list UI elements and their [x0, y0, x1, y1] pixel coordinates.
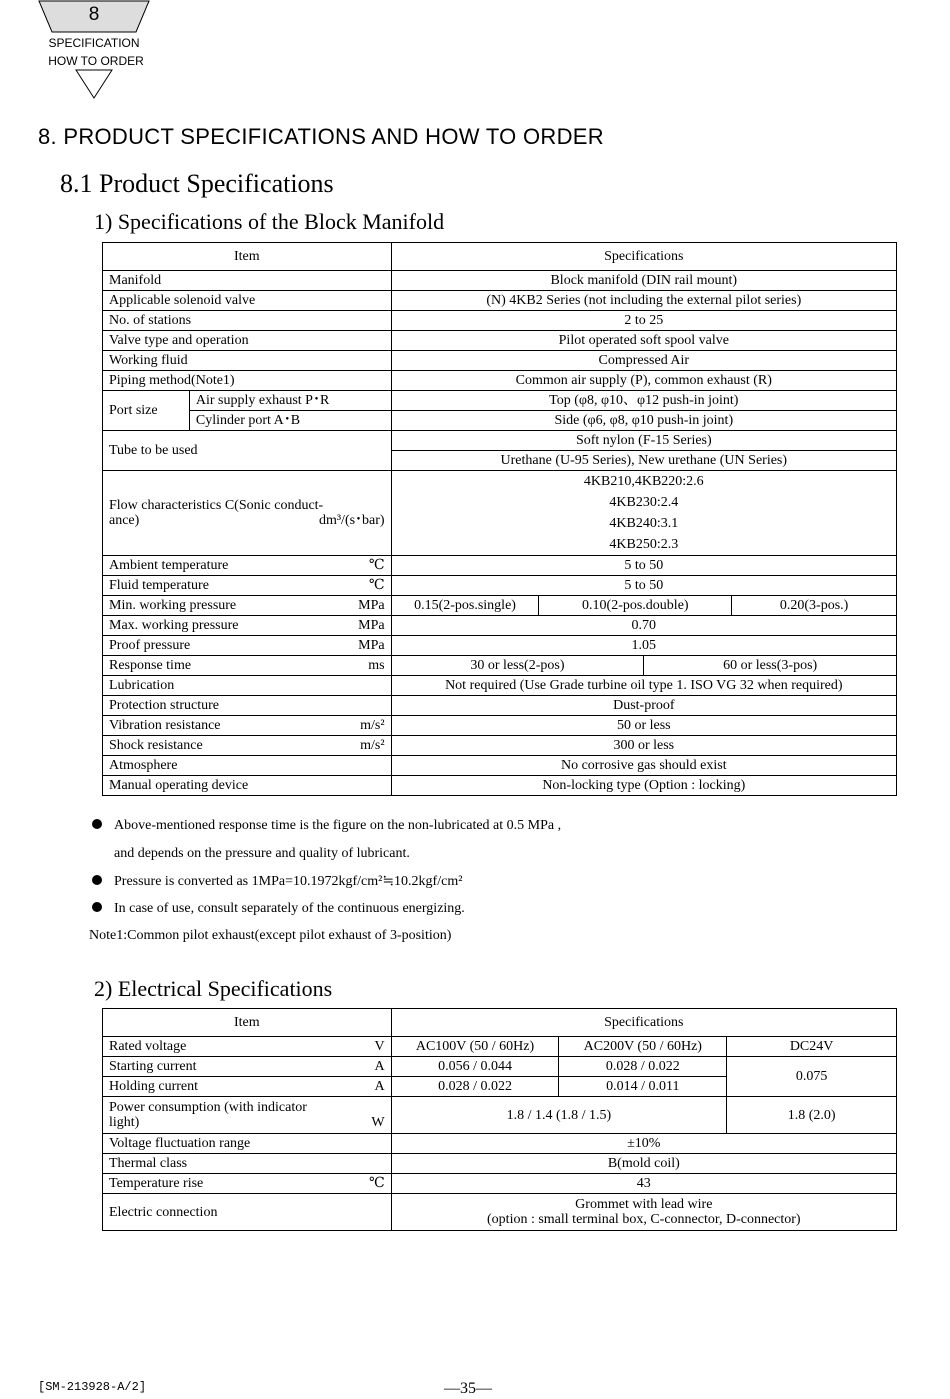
row-label-flow — [103, 471, 392, 556]
note-1 — [92, 818, 561, 834]
label-text: Fluid temperature — [109, 578, 209, 593]
table-row — [103, 716, 897, 736]
table-row — [103, 1097, 897, 1134]
unit: m/s² — [360, 718, 385, 733]
table-row — [103, 1037, 897, 1057]
label-text: Vibration resistance — [109, 718, 221, 733]
row-value: 0.056 / 0.044 — [391, 1057, 559, 1077]
row-value: Soft nylon (F-15 Series) — [391, 431, 896, 451]
row-value: 0.10(2-pos.double) — [539, 596, 732, 616]
row-value: 60 or less(3-pos) — [644, 656, 897, 676]
bullet-icon — [92, 875, 102, 885]
row-label — [103, 1037, 392, 1057]
row-value: 50 or less — [391, 716, 896, 736]
row-label — [103, 1077, 392, 1097]
row-value: No corrosive gas should exist — [391, 756, 896, 776]
table-row — [103, 1057, 897, 1077]
row-sublabel: Air supply exhaust P･R — [189, 391, 391, 411]
row-label — [103, 616, 392, 636]
row-value: 0.028 / 0.022 — [391, 1077, 559, 1097]
table-row — [103, 736, 897, 756]
unit: MPa — [358, 638, 385, 653]
row-value: Pilot operated soft spool valve — [391, 331, 896, 351]
flow-unit: dm³/(s･bar) — [318, 513, 385, 528]
flow-label-1: Flow characteristics C(Sonic conduct- — [109, 498, 324, 513]
table-row — [103, 1194, 897, 1231]
row-value: 5 to 50 — [391, 556, 896, 576]
note-footnote: Note1:Common pilot exhaust(except pilot exhaust of 3-position) — [89, 928, 452, 943]
row-value: 1.05 — [391, 636, 896, 656]
row-value: 0.20(3-pos.) — [732, 596, 897, 616]
row-label: Lubrication — [103, 676, 392, 696]
table-row — [103, 756, 897, 776]
row-value: Block manifold (DIN rail mount) — [391, 271, 896, 291]
row-value: Compressed Air — [391, 351, 896, 371]
row-value: 43 — [391, 1174, 896, 1194]
label-text: Power consumption (with indicator — [109, 1100, 307, 1115]
row-value: 0.15(2-pos.single) — [391, 596, 539, 616]
label-text: Starting current — [109, 1059, 197, 1074]
note-text: and depends on the pressure and quality of lubricant. — [114, 846, 410, 861]
table-row — [103, 411, 897, 431]
note-text: Pressure is converted as 1MPa=10.1972kgf/cm²≒10.2kgf/cm² — [114, 874, 463, 889]
electrical-spec-table — [102, 1008, 897, 1231]
label-text: Temperature rise — [109, 1176, 204, 1191]
connection-text: (option : small terminal box, C-connector, D-connector) — [487, 1212, 801, 1227]
unit: W — [371, 1115, 385, 1130]
col-header-spec: Specifications — [391, 243, 896, 271]
row-label: Port size — [103, 391, 190, 431]
row-value: Dust-proof — [391, 696, 896, 716]
chapter-tab-label-1: SPECIFICATION — [48, 36, 140, 50]
label-text: Proof pressure — [109, 638, 191, 653]
label-text: Ambient temperature — [109, 558, 229, 573]
page-number: —35— — [444, 1380, 492, 1397]
note-text: In case of use, consult separately of the continuous energizing. — [114, 901, 465, 916]
row-value: 5 to 50 — [391, 576, 896, 596]
chapter-number: 8 — [88, 4, 100, 25]
row-label — [103, 556, 392, 576]
row-value-flow — [391, 471, 896, 556]
unit: V — [374, 1039, 385, 1054]
row-value: AC100V (50 / 60Hz) — [391, 1037, 559, 1057]
row-value: Top (φ8, φ10、φ12 push-in joint) — [391, 391, 896, 411]
row-value: 1.8 / 1.4 (1.8 / 1.5) — [391, 1097, 727, 1134]
flow-value: 4KB250:2.3 — [609, 537, 679, 552]
table-row — [103, 556, 897, 576]
row-value: Non-locking type (Option : locking) — [391, 776, 896, 796]
label-text: Min. working pressure — [109, 598, 237, 613]
unit: A — [374, 1059, 385, 1074]
row-value: B(mold coil) — [391, 1154, 896, 1174]
section-title: 8.1 Product Specifications — [60, 169, 334, 198]
flow-label-2: ance) — [109, 513, 140, 528]
note-text: Above-mentioned response time is the figure on the non-lubricated at 0.5 MPa , — [114, 818, 562, 833]
row-label — [103, 596, 392, 616]
label-text: Max. working pressure — [109, 618, 239, 633]
row-value: 0.075 — [727, 1057, 897, 1097]
table-row — [103, 576, 897, 596]
table-row — [103, 271, 897, 291]
row-label: No. of stations — [103, 311, 392, 331]
table-row — [103, 351, 897, 371]
row-value — [391, 1194, 896, 1231]
table-row — [103, 471, 897, 556]
note-3 — [92, 901, 465, 917]
unit: ℃ — [368, 558, 385, 573]
table-row — [103, 596, 897, 616]
row-label — [103, 1097, 392, 1134]
row-label: Manual operating device — [103, 776, 392, 796]
document-id: [SM-213928-A/2] — [38, 1380, 147, 1394]
bullet-icon — [92, 819, 102, 829]
row-label — [103, 656, 392, 676]
row-value: 0.70 — [391, 616, 896, 636]
row-label — [103, 1057, 392, 1077]
note-1-cont — [92, 846, 410, 862]
label-text: Rated voltage — [109, 1039, 187, 1054]
flow-value: 4KB230:2.4 — [609, 495, 679, 510]
unit: MPa — [358, 598, 385, 613]
col-header-spec: Specifications — [391, 1009, 896, 1037]
label-text: Holding current — [109, 1079, 199, 1094]
unit: m/s² — [360, 738, 385, 753]
table-header-row — [103, 243, 897, 271]
row-label — [103, 576, 392, 596]
chapter-title: 8. PRODUCT SPECIFICATIONS AND HOW TO ORDER — [38, 124, 604, 149]
table-row — [103, 391, 897, 411]
table-row — [103, 1134, 897, 1154]
unit: ℃ — [368, 578, 385, 593]
row-value: AC200V (50 / 60Hz) — [559, 1037, 727, 1057]
flow-value: 4KB240:3.1 — [609, 516, 679, 531]
table-row — [103, 331, 897, 351]
row-value: 0.028 / 0.022 — [559, 1057, 727, 1077]
row-label — [103, 636, 392, 656]
bullet-icon — [92, 902, 102, 912]
row-value: 1.8 (2.0) — [727, 1097, 897, 1134]
row-value: 0.014 / 0.011 — [559, 1077, 727, 1097]
note-2 — [92, 873, 462, 890]
unit: ms — [368, 658, 385, 673]
manifold-spec-table — [102, 242, 897, 796]
row-label: Voltage fluctuation range — [103, 1134, 392, 1154]
row-value: Not required (Use Grade turbine oil type 1. ISO VG 32 when required) — [391, 676, 896, 696]
unit: A — [374, 1079, 385, 1094]
row-value: DC24V — [727, 1037, 897, 1057]
row-value: 300 or less — [391, 736, 896, 756]
subsection-title-manifold: 1) Specifications of the Block Manifold — [94, 209, 445, 234]
row-label: Applicable solenoid valve — [103, 291, 392, 311]
table-row — [103, 311, 897, 331]
chapter-tab — [38, 0, 150, 100]
table-row — [103, 1174, 897, 1194]
table-row — [103, 776, 897, 796]
row-label: Valve type and operation — [103, 331, 392, 351]
row-value: Side (φ6, φ8, φ10 push-in joint) — [391, 411, 896, 431]
chapter-tab-label-2: HOW TO ORDER — [48, 54, 144, 68]
table-row — [103, 1154, 897, 1174]
table-row — [103, 696, 897, 716]
row-value: 30 or less(2-pos) — [391, 656, 644, 676]
label-text: Shock resistance — [109, 738, 203, 753]
unit: MPa — [358, 618, 385, 633]
row-label — [103, 1174, 392, 1194]
row-label: Tube to be used — [103, 431, 392, 471]
table-row — [103, 371, 897, 391]
label-text: light) — [109, 1115, 140, 1130]
row-value: (N) 4KB2 Series (not including the external pilot series) — [391, 291, 896, 311]
table-row — [103, 431, 897, 451]
row-label: Piping method(Note1) — [103, 371, 392, 391]
connection-text: Grommet with lead wire — [575, 1197, 713, 1212]
row-label: Working fluid — [103, 351, 392, 371]
subsection-title-electrical: 2) Electrical Specifications — [94, 976, 333, 1001]
table-row — [103, 676, 897, 696]
row-label: Manifold — [103, 271, 392, 291]
table-row — [103, 291, 897, 311]
table-row — [103, 616, 897, 636]
label-text: Response time — [109, 658, 192, 673]
col-header-item: Item — [103, 243, 392, 271]
row-value: Urethane (U-95 Series), New urethane (UN Series) — [391, 451, 896, 471]
row-value: ±10% — [391, 1134, 896, 1154]
row-label — [103, 736, 392, 756]
col-header-item: Item — [103, 1009, 392, 1037]
table-row — [103, 656, 897, 676]
row-label: Thermal class — [103, 1154, 392, 1174]
row-sublabel: Cylinder port A･B — [189, 411, 391, 431]
table-row — [103, 636, 897, 656]
row-label: Protection structure — [103, 696, 392, 716]
row-value: Common air supply (P), common exhaust (R) — [391, 371, 896, 391]
row-value: 2 to 25 — [391, 311, 896, 331]
flow-value: 4KB210,4KB220:2.6 — [583, 474, 704, 489]
table-header-row — [103, 1009, 897, 1037]
row-label: Atmosphere — [103, 756, 392, 776]
unit: ℃ — [368, 1176, 385, 1191]
row-label — [103, 716, 392, 736]
row-label: Electric connection — [103, 1194, 392, 1231]
